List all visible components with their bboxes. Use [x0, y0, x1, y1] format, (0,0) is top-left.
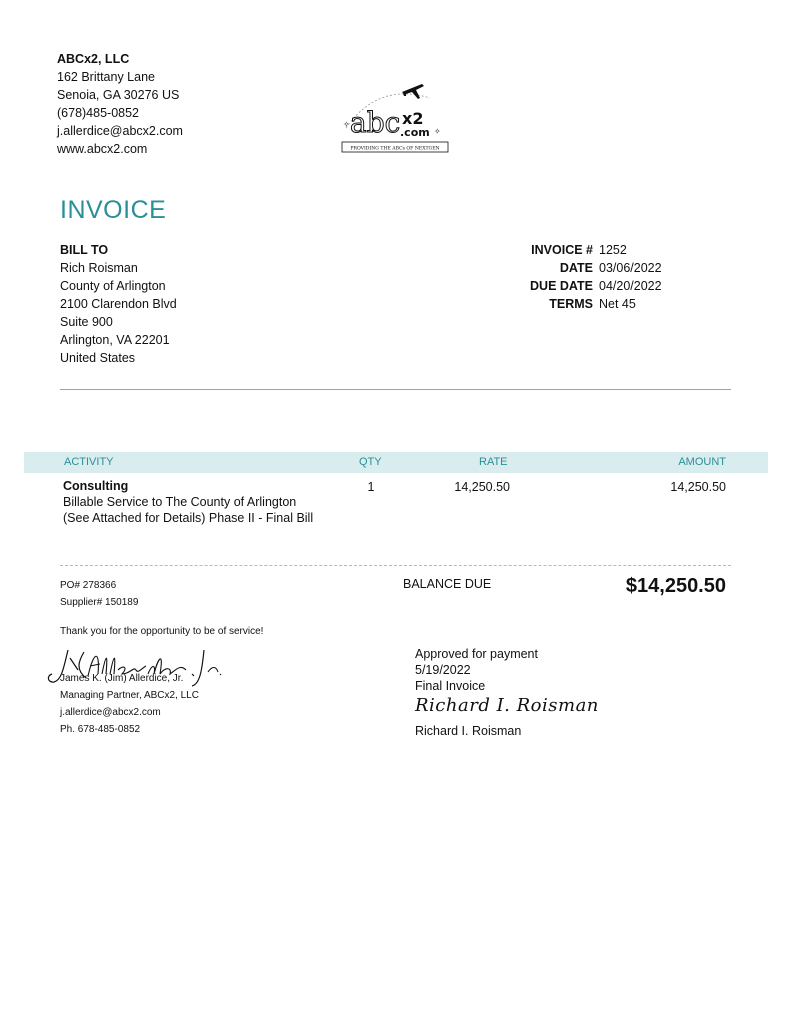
meta-value: 1252	[599, 243, 627, 257]
thank-you-note: Thank you for the opportunity to be of service!	[60, 626, 264, 637]
signer-name: James K. (Jim) Allerdice, Jr.	[60, 673, 184, 684]
logo-sparkle-icon: ✧	[434, 127, 441, 136]
bill-to-heading: BILL TO	[60, 243, 109, 257]
company-address-line-2: Senoia, GA 30276 US	[57, 88, 180, 102]
meta-label: TERMS	[549, 297, 593, 311]
signer-email: j.allerdice@abcx2.com	[60, 707, 161, 718]
company-website: www.abcx2.com	[57, 142, 148, 156]
bill-to-line: United States	[60, 351, 136, 365]
company-logo	[338, 76, 450, 160]
balance-due-value: $14,250.50	[625, 575, 726, 597]
signature-roisman: Richard I. Roisman	[415, 695, 599, 716]
airplane-icon	[402, 84, 424, 99]
bill-to-line: County of Arlington	[60, 279, 166, 293]
logo-suffix-top: x2	[402, 109, 424, 128]
company-name: ABCx2, LLC	[57, 52, 130, 66]
logo-suffix-bottom: .com	[400, 126, 430, 139]
meta-label: DUE DATE	[530, 279, 593, 293]
header-qty: QTY	[359, 456, 382, 468]
totals-divider	[60, 565, 731, 566]
company-address-line-1: 162 Brittany Lane	[57, 70, 155, 84]
company-phone: (678)485-0852	[57, 106, 140, 120]
po-block	[60, 577, 138, 611]
meta-value: Net 45	[599, 297, 636, 311]
invoice-title: INVOICE	[60, 196, 167, 224]
balance-due-label: BALANCE DUE	[403, 577, 492, 591]
bill-to-line: 2100 Clarendon Blvd	[60, 297, 177, 311]
row-rate: 14,250.50	[454, 480, 510, 494]
po-number: PO# 278366	[60, 580, 117, 591]
meta-terms	[480, 295, 662, 313]
meta-label: DATE	[559, 261, 593, 275]
company-email: j.allerdice@abcx2.com	[57, 124, 183, 138]
meta-value: 03/06/2022	[599, 261, 662, 275]
meta-date	[480, 259, 662, 277]
row-description: Billable Service to The County of Arlington (See Attached for Details) Phase II - Final Bill	[63, 495, 314, 525]
bill-to-block	[60, 241, 177, 367]
row-activity: Consulting	[63, 479, 129, 493]
approval-date: 5/19/2022	[415, 663, 471, 677]
table-header	[24, 452, 768, 473]
section-divider	[60, 389, 731, 390]
signer-phone: Ph. 678-485-0852	[60, 724, 141, 735]
bill-to-line: Suite 900	[60, 315, 113, 329]
meta-invoice-number	[480, 241, 662, 259]
company-block	[57, 50, 183, 158]
approval-line: Approved for payment	[415, 647, 538, 661]
signer-block	[60, 670, 199, 738]
logo-tagline: PROVIDING THE ABCs OF NEXTGEN	[350, 146, 440, 152]
logo-brand: abc	[350, 106, 401, 139]
signer-title: Managing Partner, ABCx2, LLC	[60, 690, 199, 701]
approval-note: Final Invoice	[415, 679, 486, 693]
header-amount: AMOUNT	[678, 456, 726, 468]
approval-block	[415, 646, 538, 694]
meta-due-date	[480, 277, 662, 295]
meta-label: INVOICE #	[531, 243, 593, 257]
row-activity-cell	[63, 478, 323, 526]
bill-to-line: Arlington, VA 22201	[60, 333, 170, 347]
header-rate: RATE	[479, 456, 508, 468]
invoice-meta	[480, 241, 662, 313]
meta-value: 04/20/2022	[599, 279, 662, 293]
approver-name: Richard I. Roisman	[415, 724, 522, 738]
header-activity: ACTIVITY	[64, 456, 114, 468]
bill-to-line: Rich Roisman	[60, 261, 138, 275]
row-qty: 1	[367, 480, 375, 494]
supplier-number: Supplier# 150189	[60, 597, 139, 608]
logo-sparkle-icon: ✧	[343, 120, 350, 129]
row-amount: 14,250.50	[670, 480, 726, 494]
